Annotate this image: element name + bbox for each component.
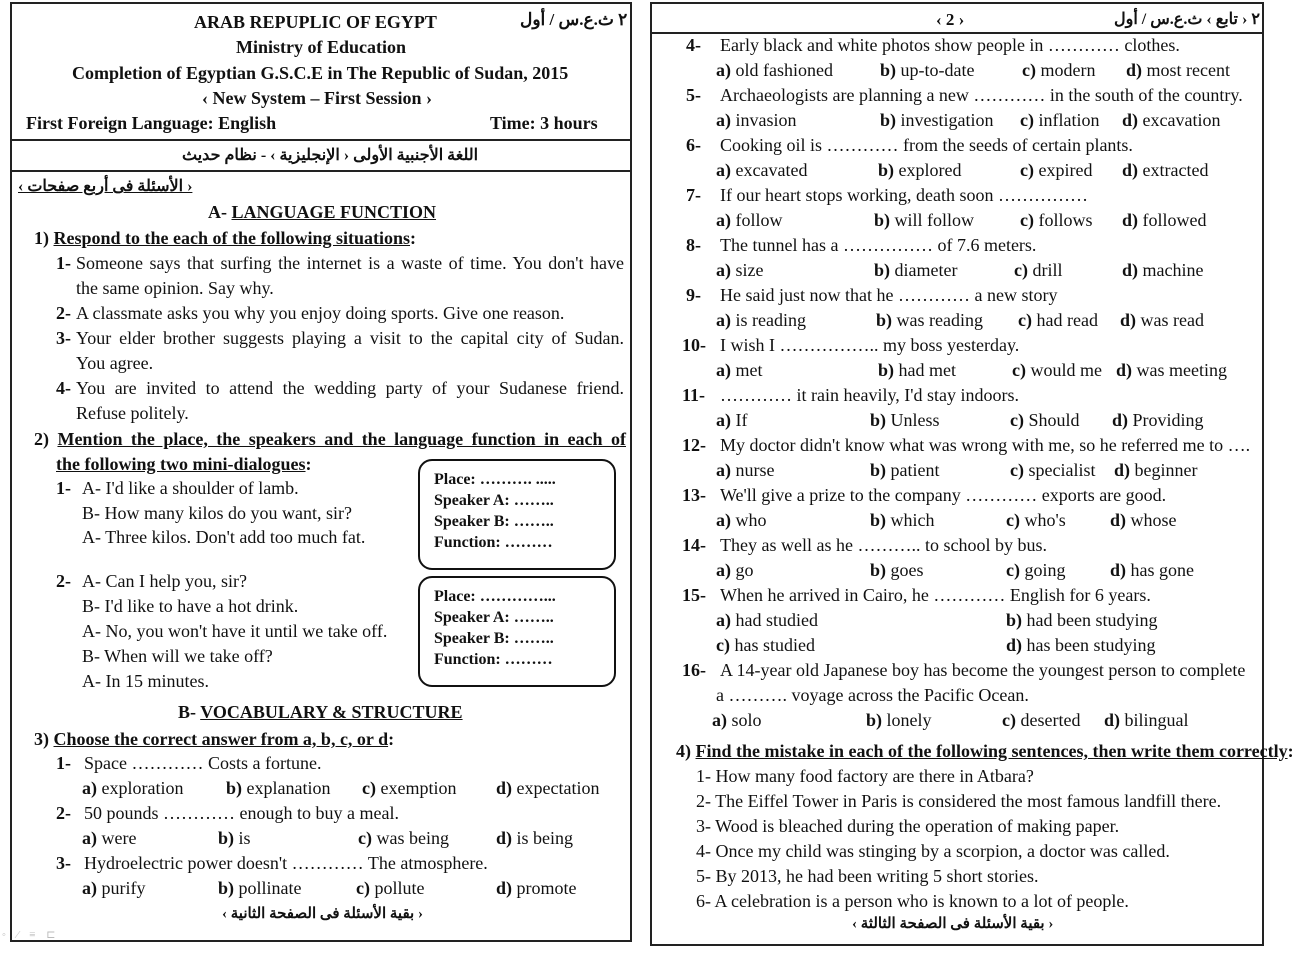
dialogue-1-number: 1- — [56, 478, 71, 498]
header-subject: First Foreign Language: English — [26, 113, 277, 133]
q3-item-number: 1- — [56, 753, 71, 773]
option-d: d) is being — [496, 828, 574, 848]
dialogue-2-line: A- Can I help you, sir? — [82, 571, 247, 591]
option-c: c) had read — [1018, 310, 1098, 330]
exam-page-2 — [650, 2, 1294, 946]
header-time: Time: 3 hours — [490, 113, 598, 133]
option-a: a) old fashioned — [716, 60, 833, 80]
option-a: a) purify — [82, 878, 146, 898]
q3-item-stem: When he arrived in Cairo, he ………… English for 6 years. — [720, 585, 1151, 605]
section-a-title — [208, 202, 436, 223]
dialogue-2-line: A- No, you won't have it until we take off. — [82, 621, 388, 641]
option-a: a) is reading — [716, 310, 806, 330]
q1-item-2-text: A classmate asks you why you enjoy doing sports. Give one reason. — [76, 303, 565, 323]
q1-item-3-number: 3- — [56, 328, 71, 348]
option-a: a) follow — [716, 210, 783, 230]
option-d: d) has been studying — [1006, 635, 1156, 655]
option-b: b) patient — [870, 460, 940, 480]
option-d: d) was read — [1120, 310, 1204, 330]
q3-item-number: 4- — [686, 35, 701, 55]
q1-colon: : — [410, 228, 417, 248]
option-b: b) diameter — [874, 260, 958, 280]
answer-box-function: Function: ……… — [434, 534, 553, 551]
option-c: c) inflation — [1020, 110, 1100, 130]
answer-box-place: Place: ………. ..... — [434, 471, 556, 488]
q3-item-number: 12- — [682, 435, 706, 455]
answer-box-speaker-b: Speaker B: …….. — [434, 513, 554, 530]
q3-item-stem: ………… it rain heavily, I'd stay indoors. — [720, 385, 1020, 405]
option-b: b) explored — [878, 160, 962, 180]
dialogue-1-line: B- How many kilos do you want, sir? — [82, 503, 352, 523]
header-divider — [12, 139, 630, 141]
option-d: d) whose — [1110, 510, 1177, 530]
answer-box-speaker-a: Speaker A: …….. — [434, 609, 554, 626]
option-b: b) had been studying — [1006, 610, 1158, 630]
q1-item-1-text: Someone says that surfing the internet is a waste of time. You don't have — [76, 253, 624, 273]
q3-item-number: 2- — [56, 803, 71, 823]
option-d: d) was meeting — [1116, 360, 1227, 380]
option-b: b) which — [870, 510, 935, 530]
option-a: a) excavated — [716, 160, 808, 180]
dialogue-2-line: A- In 15 minutes. — [82, 671, 209, 691]
option-b: b) is — [218, 828, 251, 848]
q3-item-number: 14- — [682, 535, 706, 555]
footer-continue-ar: ‹ بقية الأسئلة فى الصفحة الثانية › — [222, 906, 423, 922]
option-b: b) up-to-date — [880, 60, 975, 80]
section-a-label: LANGUAGE FUNCTION — [231, 202, 437, 222]
q2-title — [34, 428, 626, 450]
option-d: d) promote — [496, 878, 577, 898]
q3-item-stem: Hydroelectric power doesn't ………… The atmosphere. — [84, 853, 488, 873]
option-a: a) invasion — [716, 110, 797, 130]
q1-item-1-text-2: the same opinion. Say why. — [76, 278, 274, 298]
option-c: c) specialist — [1010, 460, 1096, 480]
option-c: c) exemption — [362, 778, 457, 798]
option-c: c) deserted — [1002, 710, 1081, 730]
option-a: a) nurse — [716, 460, 775, 480]
option-c: c) would me — [1012, 360, 1102, 380]
dialogue-2-line: B- I'd like to have a hot drink. — [82, 596, 299, 616]
dialogue-2-line: B- When will we take off? — [82, 646, 273, 666]
q3-item-stem: If our heart stops working, death soon …………… — [720, 185, 1088, 205]
q4-title — [676, 740, 1294, 762]
q3-number: 3) — [34, 729, 54, 749]
q1-item-3-text-2: You agree. — [76, 353, 154, 373]
q4-sentence: 4- Once my child was stinging by a scorpion, a doctor was called. — [696, 841, 1170, 861]
q3-item-number: 5- — [686, 85, 701, 105]
q3-item-stem: The tunnel has a …………… of 7.6 meters. — [720, 235, 1037, 255]
q3-item-stem: Early black and white photos show people in ………… clothes. — [720, 35, 1180, 55]
answer-box-speaker-a: Speaker A: …….. — [434, 492, 554, 509]
answer-box-place: Place: …………... — [434, 588, 556, 605]
option-d: d) extracted — [1122, 160, 1209, 180]
footer-continue-ar: ‹ بقية الأسئلة فى الصفحة الثالثة › — [852, 916, 1054, 932]
option-c: c) was being — [358, 828, 449, 848]
option-d: d) machine — [1122, 260, 1204, 280]
q3-item-stem: They as well as he ……….. to school by bus. — [720, 535, 1047, 555]
option-b: b) explanation — [226, 778, 331, 798]
q3-item-stem: I wish I …………….. my boss yesterday. — [720, 335, 1020, 355]
option-c: c) drill — [1014, 260, 1063, 280]
q2-label-line1: Mention the place, the speakers and the language function in each of — [57, 429, 626, 449]
q3-label: Choose the correct answer from a, b, c, or d — [53, 729, 389, 749]
q3-item-number: 8- — [686, 235, 701, 255]
q3-item-stem: A 14-year old Japanese boy has become the youngest person to complete — [720, 660, 1246, 680]
q4-sentence: 1- How many food factory are there in Atbara? — [696, 766, 1034, 786]
q3-item-stem: He said just now that he ………… a new story — [720, 285, 1058, 305]
q1-number: 1) — [34, 228, 54, 248]
option-b: b) was reading — [876, 310, 983, 330]
option-b: b) pollinate — [218, 878, 302, 898]
q1-item-4-text: You are invited to attend the wedding party of your Sudanese friend. — [76, 378, 624, 398]
q3-item-number: 13- — [682, 485, 706, 505]
option-a: a) go — [716, 560, 754, 580]
page-number: ‹ 2 › — [936, 10, 965, 29]
q3-item-number: 15- — [682, 585, 706, 605]
dialogue-1-line: A- I'd like a shoulder of lamb. — [82, 478, 299, 498]
q2-label-line2: the following two mini-dialogues — [56, 454, 306, 474]
header-ministry: Ministry of Education — [236, 37, 407, 57]
option-c: c) modern — [1022, 60, 1096, 80]
option-a: a) If — [716, 410, 748, 430]
q4-label: Find the mistake in each of the following sentences, then write them correctly — [695, 741, 1288, 761]
dialogue-2-answer-box — [418, 576, 616, 687]
section-b-prefix: B- — [178, 702, 201, 722]
q3-item-stem: 50 pounds ………… enough to buy a meal. — [84, 803, 399, 823]
header-country: ARAB REPUPLIC OF EGYPT — [194, 12, 437, 32]
q3-item-number: 7- — [686, 185, 701, 205]
q3-item-stem: Archaeologists are planning a new ………… in the south of the country. — [720, 85, 1243, 105]
q3-item-number: 11- — [682, 385, 706, 405]
watermark-icons: ◦ ⁄ ≡ ⊏ — [2, 929, 60, 941]
option-a: a) had studied — [716, 610, 818, 630]
dialogue-1-line: A- Three kilos. Don't add too much fat. — [82, 527, 366, 547]
option-a: a) who — [716, 510, 767, 530]
option-c: c) who's — [1006, 510, 1066, 530]
q3-item-number: 9- — [686, 285, 701, 305]
option-a: a) size — [716, 260, 764, 280]
q3-item-number: 16- — [682, 660, 706, 680]
q3-item-number: 3- — [56, 853, 71, 873]
header-subject-ar: اللغة الأجنبية الأولى ‹ الإنجليزية › - نظام حديث — [182, 147, 479, 164]
option-b: b) investigation — [880, 110, 994, 130]
q2-colon: : — [305, 454, 312, 474]
option-a: a) met — [716, 360, 763, 380]
option-c: c) going — [1006, 560, 1066, 580]
section-b-title — [178, 702, 463, 723]
q4-sentence: 6- A celebration is a person who is known to a lot of people. — [696, 891, 1129, 911]
q3-item-stem: Space ………… Costs a fortune. — [84, 753, 322, 773]
exam-page-1 — [10, 2, 632, 942]
option-a: a) exploration — [82, 778, 184, 798]
option-b: b) goes — [870, 560, 924, 580]
q2-number: 2) — [34, 429, 58, 449]
option-b: b) had met — [878, 360, 956, 380]
dialogue-2-number: 2- — [56, 571, 71, 591]
header-divider-2 — [12, 170, 630, 172]
q1-title — [34, 227, 416, 249]
q1-item-2-number: 2- — [56, 303, 71, 323]
option-c: c) follows — [1020, 210, 1093, 230]
header-exam-title: Completion of Egyptian G.S.C.E in The Republic of Sudan, 2015 — [72, 63, 569, 83]
q3-title — [34, 728, 394, 750]
dialogue-1-answer-box — [418, 459, 616, 570]
option-d: d) excavation — [1122, 110, 1221, 130]
q1-item-4-number: 4- — [56, 378, 71, 398]
option-b: b) will follow — [874, 210, 975, 230]
section-b-label: VOCABULARY & STRUCTURE — [200, 702, 463, 722]
header-code-ar: ٢ ث.ع.س / أول — [520, 10, 628, 29]
q4-number: 4) — [676, 741, 696, 761]
option-d: d) Providing — [1112, 410, 1204, 430]
option-d: d) bilingual — [1104, 710, 1189, 730]
q1-label: Respond to the each of the following situations — [53, 228, 411, 248]
option-a: a) solo — [712, 710, 762, 730]
q2-title-2 — [56, 453, 312, 475]
answer-box-function: Function: ……… — [434, 651, 553, 668]
option-d: d) expectation — [496, 778, 600, 798]
q1-item-3-text: Your elder brother suggests playing a visit to the capital city of Sudan. — [76, 328, 624, 348]
q3-item-stem-2: a ………. voyage across the Pacific Ocean. — [716, 685, 1029, 705]
q3-item-stem: My doctor didn't know what was wrong with me, so he referred me to …. — [720, 435, 1251, 455]
q4-sentence: 3- Wood is bleached during the operation of making paper. — [696, 816, 1120, 836]
option-c: c) pollute — [356, 878, 425, 898]
option-d: d) followed — [1122, 210, 1207, 230]
option-d: d) has gone — [1110, 560, 1194, 580]
option-b: b) lonely — [866, 710, 932, 730]
header-system: ‹ New System – First Session › — [202, 88, 432, 108]
q3-item-stem: Cooking oil is ………… from the seeds of certain plants. — [720, 135, 1133, 155]
q4-sentence: 5- By 2013, he had been writing 5 short stories. — [696, 866, 1039, 886]
option-a: a) were — [82, 828, 137, 848]
q1-item-1-number: 1- — [56, 253, 71, 273]
q4-sentence: 2- The Eiffel Tower in Paris is considered the most famous landfill there. — [696, 791, 1222, 811]
header-code-ar: ٢ ‹ تابع › ث.ع.س / أول — [1114, 11, 1260, 28]
option-b: b) Unless — [870, 410, 940, 430]
option-c: c) expired — [1020, 160, 1093, 180]
q3-colon: : — [388, 729, 395, 749]
answer-box-speaker-b: Speaker B: …….. — [434, 630, 554, 647]
section-a-prefix: A- — [208, 202, 232, 222]
q3-item-number: 10- — [682, 335, 706, 355]
q3-item-stem: We'll give a prize to the company ………… exports are good. — [720, 485, 1167, 505]
option-c: c) has studied — [716, 635, 815, 655]
option-c: c) Should — [1010, 410, 1080, 430]
q3-item-number: 6- — [686, 135, 701, 155]
option-d: d) beginner — [1114, 460, 1198, 480]
pages-note-ar: ‹ الأسئلة فى أربع صفحات › — [18, 178, 193, 195]
option-d: d) most recent — [1126, 60, 1230, 80]
q1-item-4-text-2: Refuse politely. — [76, 403, 189, 423]
q4-colon: : — [1287, 741, 1294, 761]
